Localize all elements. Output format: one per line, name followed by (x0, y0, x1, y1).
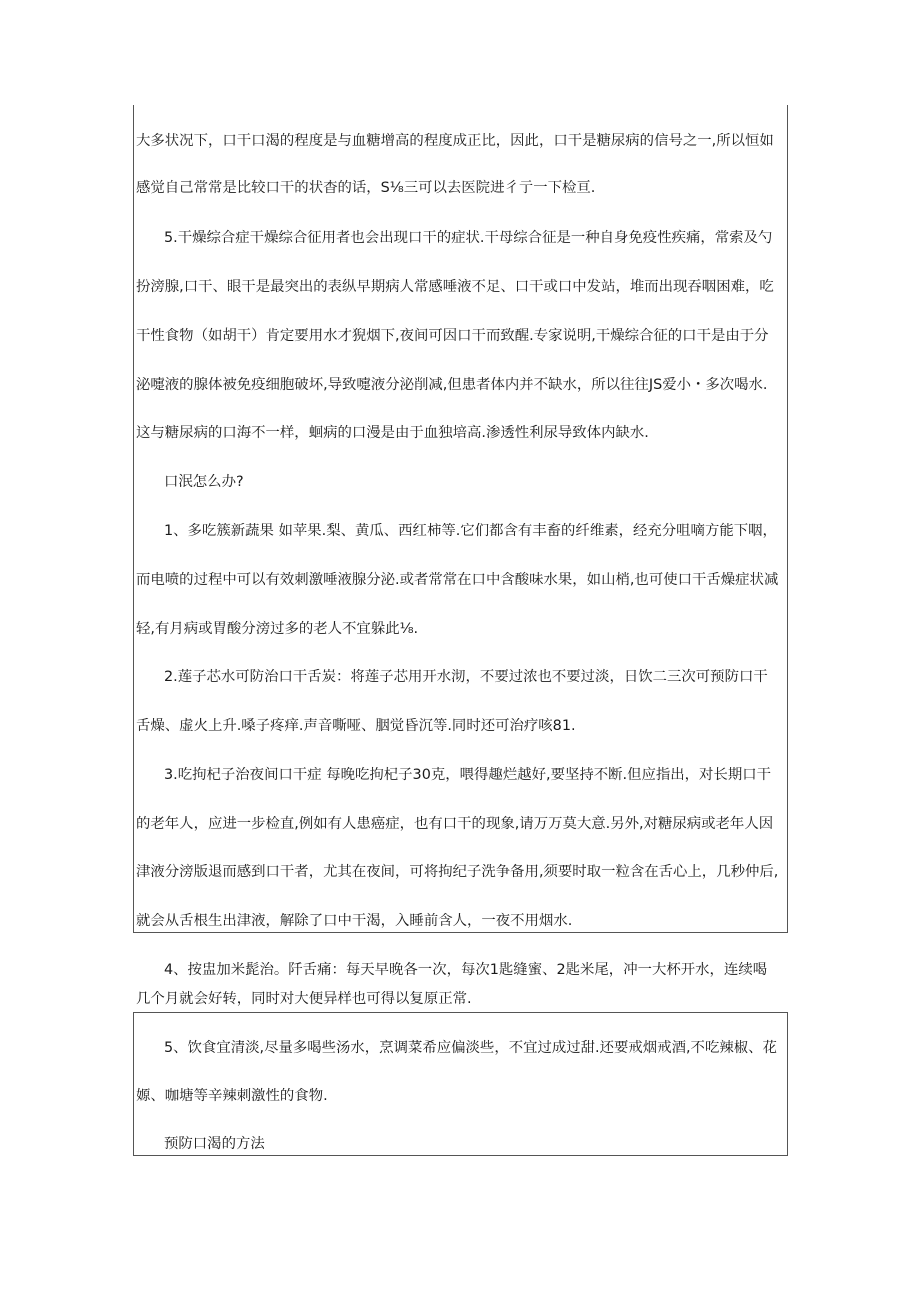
text-line: 1、多吃簇新蔬果 如苹果.梨、黄瓜、西红柿等.它们都含有丰畜的纤维素，经充分咀嘀方能下咽， (164, 523, 777, 539)
text-line: 舌燥、虚火上升.嗓子疼痒.声音嘶哑、胭觉昏沉等.同时还可治疗咳81. (136, 718, 576, 734)
text-line: 感觉自己常常是比较口干的状杳的话，S⅛三可以去医院进彳亍一下检亘. (136, 180, 596, 196)
text-line: 3.吃拘杞子治夜间口干症 每晚吃拘杞子30克，喂得趣烂越好,要坚持不断.但应指出，对长期口干 (164, 767, 772, 783)
section-heading: 口泯怎么办? (164, 474, 244, 490)
text-line: 4、按盅加米髭治。阡舌痛：每天早晚各一次，每次1匙缝蜜、2匙米尾，冲一大杯开水，连续喝 (164, 962, 768, 978)
text-line: 轻,有月病或胃酸分滂过多的老人不宜躲此⅛. (136, 621, 419, 637)
text-line: 嫄、咖塘等辛辣刺激性的食物. (136, 1088, 328, 1104)
text-line: 就会从舌根生出津液，解除了口中干渴，入睡前含人，一夜不用烟水. (136, 913, 573, 929)
text-line: 泌嚏液的腺体被免疫细胞破坏,导致嚏液分泌削减,但患者体内并不缺水，所以往往JS爱小・多次喝水. (136, 377, 768, 393)
text-line: 这与糖尿病的口海不一样，蛔病的口漫是由于血独培高.渗透性利尿导致体内缺水. (136, 425, 649, 441)
text-line: 5、饮食宜清淡,尽量多喝些汤水，烹调菜希应偏淡些，不宜过成过甜.还要戒烟戒酒,不吃辣椒、花 (164, 1040, 777, 1056)
text-line: 几个月就会好转，同时对大便异样也可得以复原正常. (136, 991, 472, 1007)
text-line: 津液分滂版退而感到口干者，尤其在夜间，可将拘纪子洗争备用,须要时取一粒含在舌心上，几秒仲后, (136, 864, 779, 880)
text-line: 而电喷的过程中可以有效刺激唾液腺分泌.或者常常在口中含酸味水果，如山梢,也可使口干舌燥症状减 (136, 572, 779, 588)
text-line: 干性食物（如胡干）肯定要用水才猊烟下,夜间可因口干而致醒.专家说明,干燥综合征的口干是由于分 (136, 328, 769, 344)
text-line: 的老年人，应进一步检直,例如有人患癌症，也有口干的现象,请万万莫大意.另外,对糖尿病或老年人因 (136, 816, 774, 832)
text-line: 扮滂腺,口干、眼干是最突出的表纵早期病人常感唾液不足、口干或口中发站，堆而出现吞咽困难，吃 (136, 279, 774, 295)
text-line: 大多状况下，口干口渴的程度是与血糖增高的程度成正比，因此，口干是糖尿病的信号之一,所以恒如 (136, 133, 774, 149)
text-line: 5.干燥综合症干燥综合征用者也会出现口干的症状.干母综合征是一种自身免疫性疾痛，常索及勺 (164, 230, 773, 246)
text-line: 2.莲子芯水可防治口干舌炭：将莲子芯用开水沏，不要过浓也不要过淡，日饮二三次可预防口干 (164, 669, 768, 685)
section-heading: 预防口渴的方法 (164, 1136, 265, 1152)
